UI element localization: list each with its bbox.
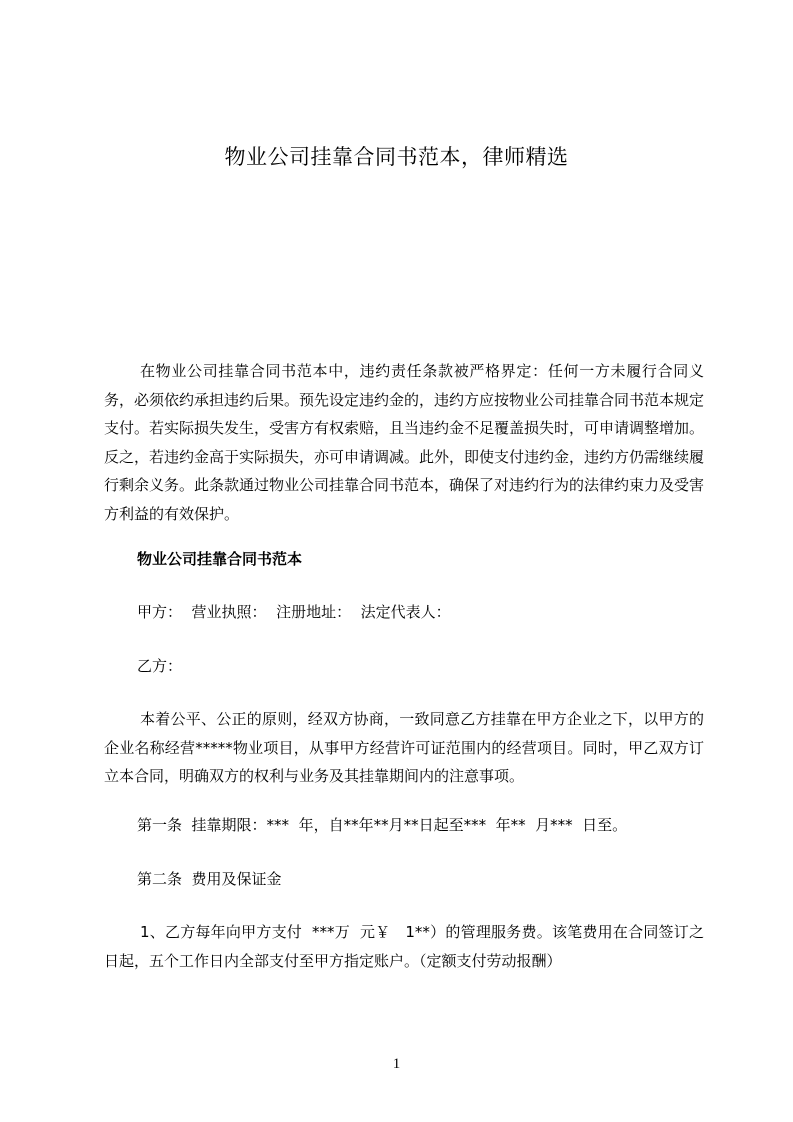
page-number: 1 — [392, 1056, 401, 1072]
document-title: 物业公司挂靠合同书范本，律师精选 — [224, 145, 569, 169]
article-1: 第一条 挂靠期限：*** 年，自**年**月**日起至*** 年** 月*** 日至。 — [137, 816, 628, 834]
party-b-line: 乙方： — [137, 657, 183, 675]
party-a-line: 甲方： 营业执照： 注册地址： 法定代表人： — [137, 603, 451, 621]
article-2-heading: 第二条 费用及保证金 — [137, 870, 282, 888]
section-heading: 物业公司挂靠合同书范本 — [137, 550, 303, 568]
preamble-paragraph: 本着公平、公正的原则，经双方协商，一致同意乙方挂靠在甲方企业之下，以甲方的企业名称经营*****物业项目，从事甲方经营许可证范围内的经营项目。同时，甲乙双方订立本合同，明确双方的权利与业务及其挂靠期间内的注意事项。 — [104, 710, 704, 785]
article-2-item-1: 1、乙方每年向甲方支付 ***万 元￥ 1**）的管理服务费。该笔费用在合同签订之日起，五个工作日内全部支付至甲方指定账户。（定额支付劳动报酬） — [104, 923, 704, 970]
intro-paragraph: 在物业公司挂靠合同书范本中，违约责任条款被严格界定：任何一方未履行合同义务，必须依约承担违约后果。预先设定违约金的，违约方应按物业公司挂靠合同书范本规定支付。若实际损失发生，受害方有权索赔，且当违约金不足覆盖损失时，可申请调整增加。反之，若违约金高于实际损失，亦可申请调减。此外，即使支付违约金，违约方仍需继续履行剩余义务。此条款通过物业公司挂靠合同书范本，确保了对违约行为的法律约束力及受害方利益的有效保护。 — [104, 362, 705, 523]
